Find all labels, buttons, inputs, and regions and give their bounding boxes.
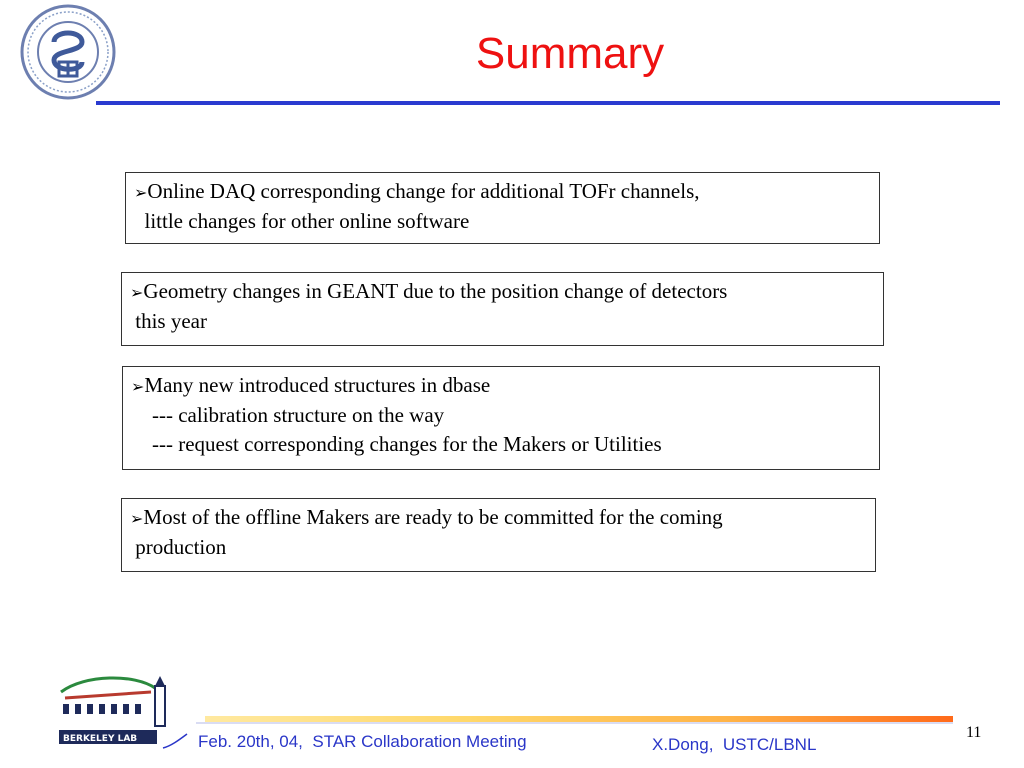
bullet-line: production [130, 535, 227, 559]
bullet-line: ➢Geometry changes in GEANT due to the position change of detectors [130, 279, 728, 303]
footer-divider-shadow [196, 722, 953, 724]
footer-author: X.Dong, USTC/LBNL [652, 735, 817, 754]
arrowhead-bullet-icon: ➢ [130, 509, 144, 528]
page-number: 11 [966, 724, 982, 741]
bullet-line: --- calibration structure on the way [131, 403, 445, 427]
arrowhead-bullet-icon: ➢ [134, 183, 148, 202]
arrowhead-bullet-icon: ➢ [130, 283, 144, 302]
title-divider [96, 101, 1000, 105]
bullet-line: little changes for other online software [134, 209, 470, 233]
summary-box-dbase [122, 366, 880, 470]
berkeley-lab-logo [55, 672, 190, 754]
slide-title: Summary [475, 29, 665, 78]
bullet-line: ➢Online DAQ corresponding change for additional TOFr channels, [134, 179, 700, 203]
bullet-line: ➢Most of the offline Makers are ready to be committed for the coming [130, 505, 723, 529]
summary-box-geometry [121, 272, 884, 346]
summary-box-offline-makers [121, 498, 876, 572]
bullet-line: ➢Many new introduced structures in dbase [131, 373, 491, 397]
bullet-line: this year [130, 309, 207, 333]
summary-box-online-daq [125, 172, 880, 244]
arrowhead-bullet-icon: ➢ [131, 377, 145, 396]
bullet-line: --- request corresponding changes for the Makers or Utilities [131, 432, 662, 456]
svg-text:BERKELEY LAB: BERKELEY LAB [63, 734, 138, 744]
footer-event: Feb. 20th, 04, STAR Collaboration Meeting [198, 732, 527, 751]
ustc-seal-logo [18, 2, 118, 102]
